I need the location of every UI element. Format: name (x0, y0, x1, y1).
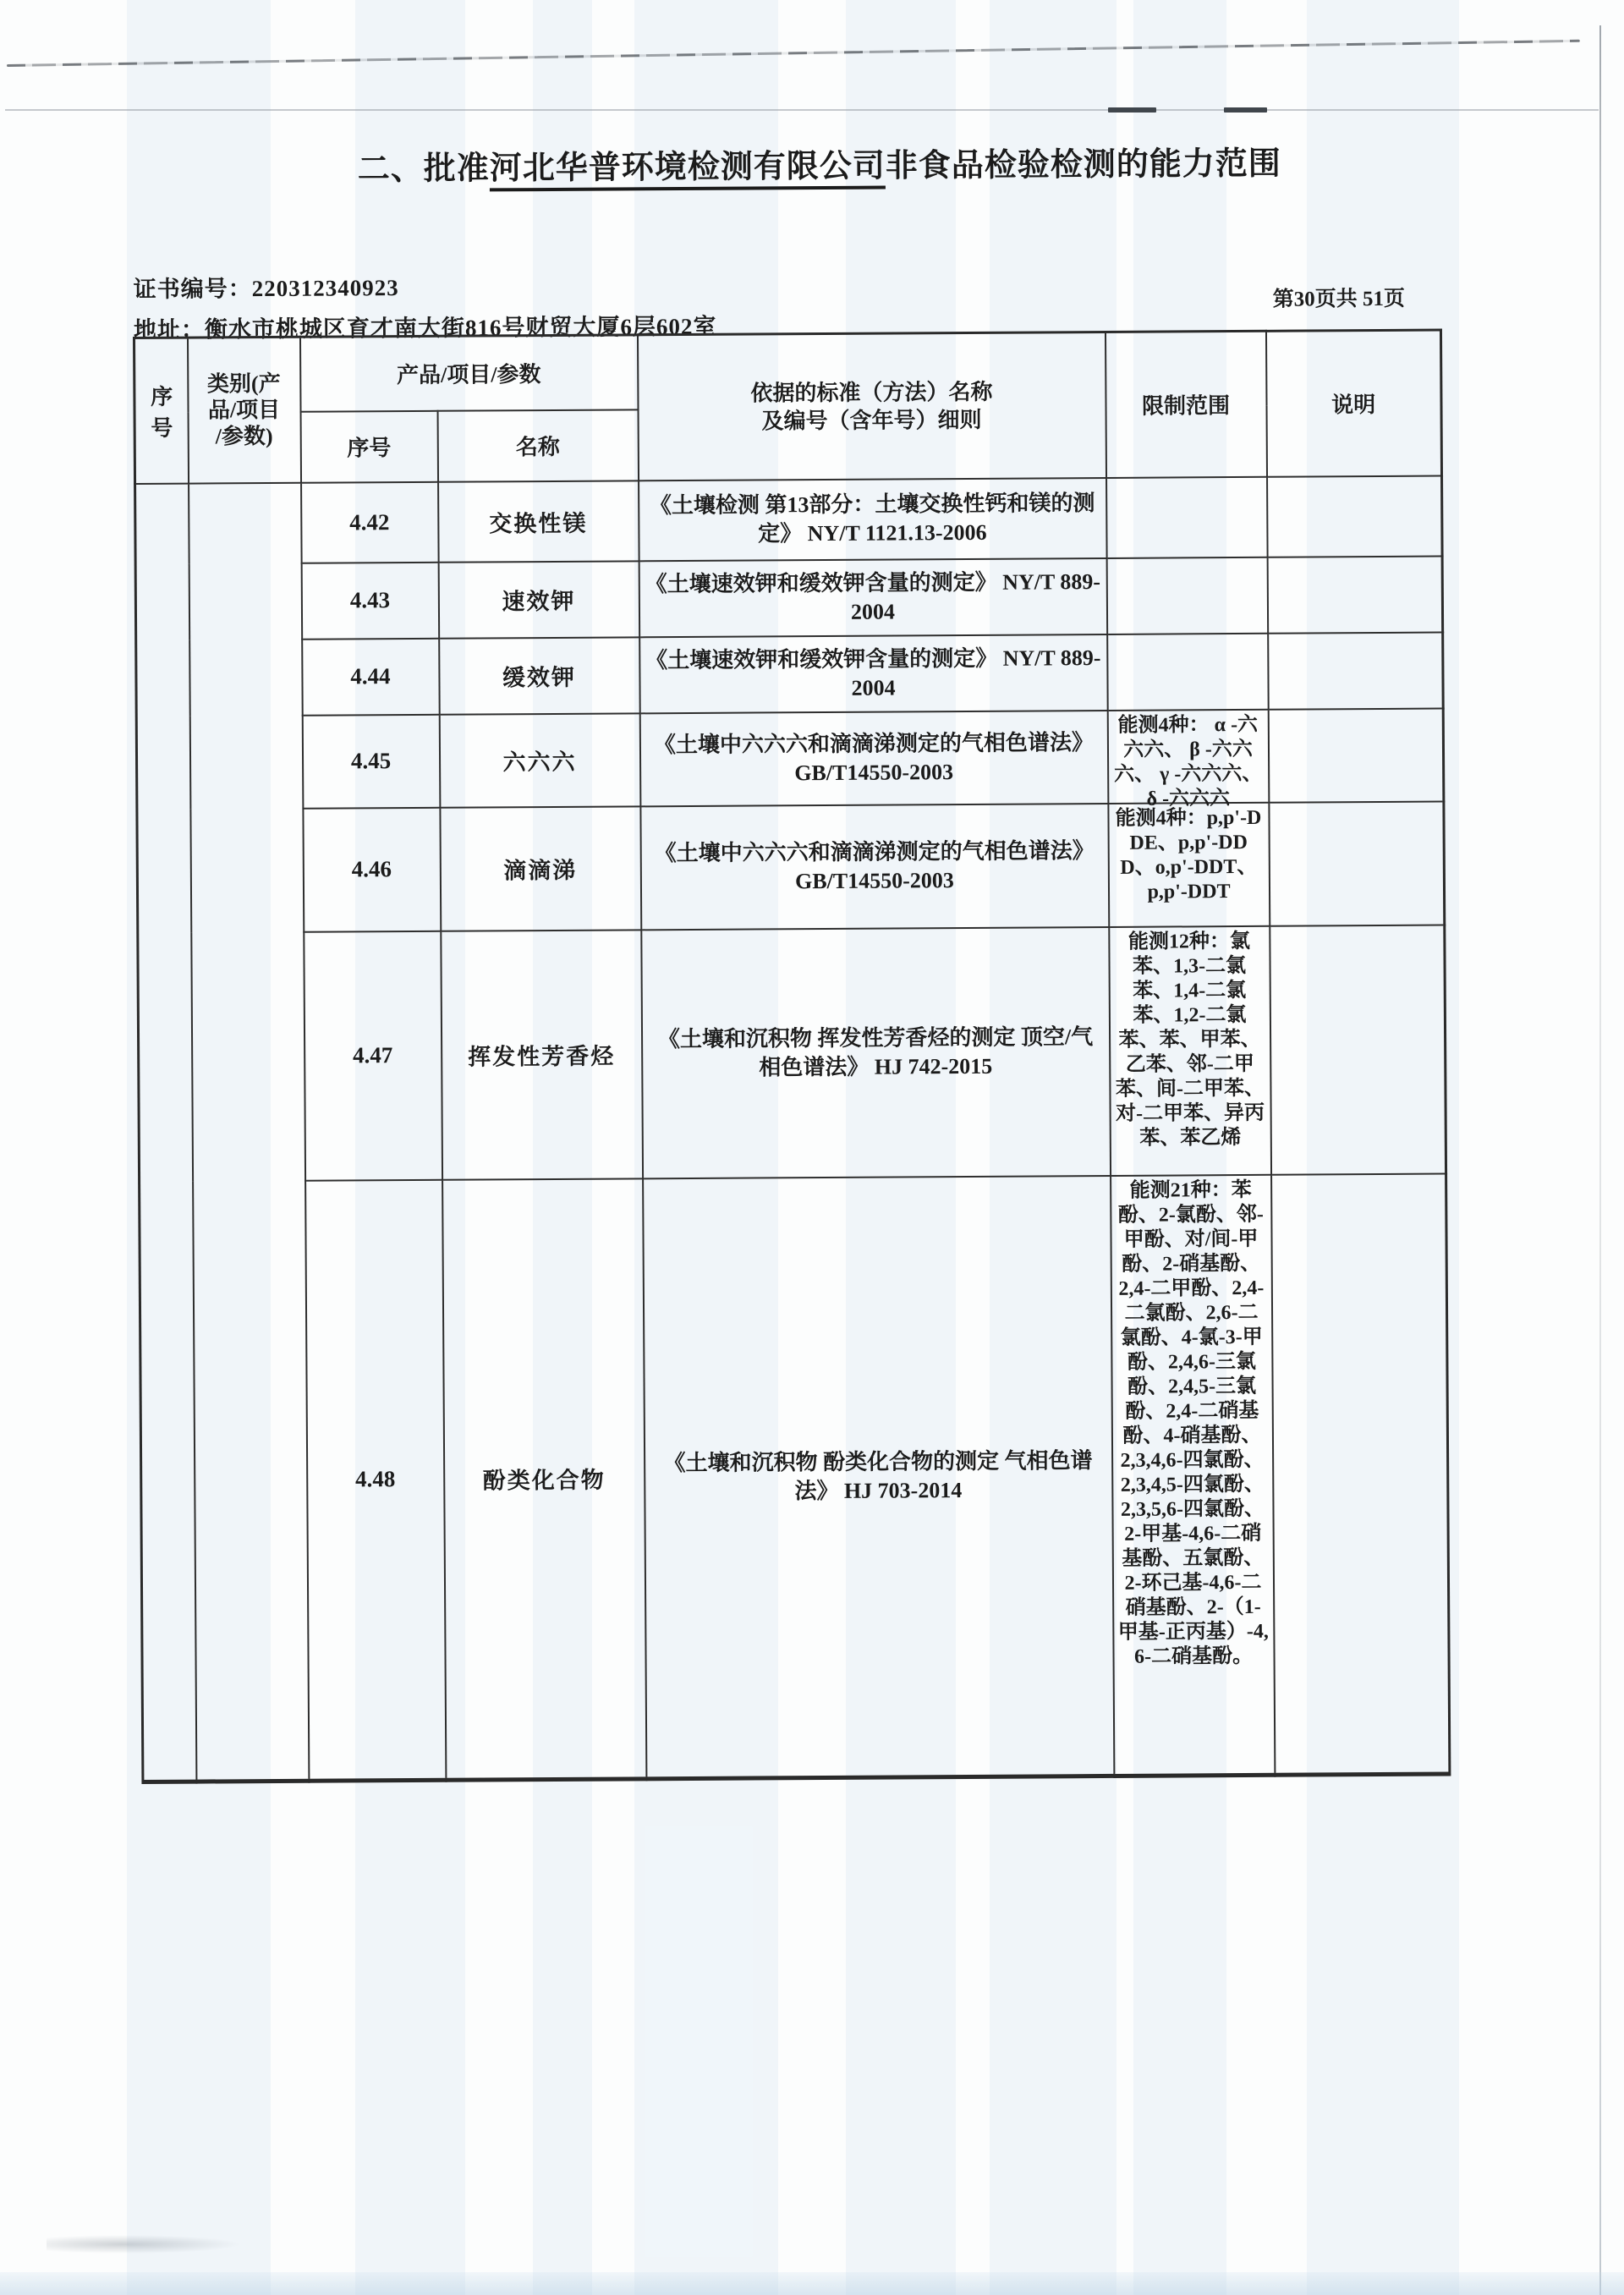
certificate-number-line (134, 269, 399, 304)
cell-note (1270, 925, 1446, 1174)
cell-standard: 《土壤速效钾和缓效钾含量的测定》 NY/T 889-2004 (639, 557, 1107, 636)
table-row (138, 925, 1446, 1181)
table-row (136, 632, 1444, 716)
header-standard: 依据的标准（方法）名称 及编号（含年号）细则 (638, 332, 1106, 480)
header-product-group: 产品/项目/参数 (299, 335, 638, 411)
cell-standard: 《土壤和沉积物 挥发性芳香烃的测定 顶空/气相色谱法》 HJ 742-2015 (641, 926, 1111, 1178)
cell-product-no: 4.46 (303, 807, 441, 931)
cell-product-name: 滴滴涕 (440, 806, 641, 931)
cell-standard: 《土壤中六六六和滴滴涕测定的气相色谱法》 GB/T14550-2003 (640, 803, 1109, 929)
cell-limit (1106, 476, 1268, 557)
cell-product-name: 交换性镁 (438, 480, 639, 562)
cell-product-no: 4.42 (301, 481, 439, 563)
address-value: 衡水市桃城区育才南大街816号财贸大厦6层602室 (204, 313, 717, 343)
cell-limit (1107, 709, 1269, 810)
cell-note (1267, 556, 1443, 633)
certificate-number-label: 证书编号： (133, 276, 252, 302)
cell-limit (1107, 633, 1269, 710)
table-row (136, 708, 1444, 809)
cell-product-no: 4.45 (302, 714, 440, 808)
cell-product-name: 速效钾 (438, 561, 639, 638)
cell-product-no: 4.48 (305, 1179, 446, 1781)
cell-note (1267, 475, 1443, 557)
cell-limit (1108, 802, 1270, 926)
cell-note (1268, 708, 1444, 802)
cell-limit (1106, 557, 1268, 634)
cell-product-no: 4.44 (302, 638, 440, 715)
certificate-number-value: 220312340923 (251, 275, 399, 302)
cell-category-empty (189, 482, 309, 1782)
cell-limit (1111, 1174, 1275, 1776)
header-note: 说明 (1265, 330, 1441, 476)
cell-note (1269, 801, 1445, 925)
title-prefix: 二、批准 (357, 151, 490, 188)
cell-standard: 《土壤速效钾和缓效钾含量的测定》 NY/T 889-2004 (639, 634, 1108, 712)
cell-product-no: 4.47 (304, 931, 442, 1180)
header-category: 类别(产 品/项目 /参数) (187, 337, 300, 483)
page-title (253, 136, 1386, 189)
header-limit: 限制范围 (1105, 331, 1266, 477)
cell-product-name: 酚类化合物 (442, 1178, 646, 1780)
cell-product-name: 缓效钾 (439, 637, 640, 714)
cell-limit (1109, 925, 1271, 1175)
header-row-no: 序号 (134, 338, 188, 483)
table-row (137, 801, 1445, 932)
cell-standard: 《土壤检测 第13部分：土壤交换性钙和镁的测定》 NY/T 1121.13-2006 (639, 477, 1107, 560)
header-product-no: 序号 (300, 410, 438, 482)
capability-table (133, 329, 1451, 1784)
address-label: 地址： (133, 316, 206, 343)
limit-text: 能测12种：氯苯、1,3-二氯苯、1,4-二氯苯、1,2-二氯苯、苯、甲苯、乙苯、邻-二甲苯、间-二甲苯、对-二甲苯、异丙苯、苯乙烯 (1115, 930, 1265, 1150)
table-row (140, 1173, 1450, 1782)
page-indicator: 第30页共 51页 (1272, 287, 1406, 311)
cell-standard: 《土壤中六六六和滴滴涕测定的气相色谱法》 GB/T14550-2003 (639, 710, 1108, 805)
cell-note (1268, 632, 1444, 709)
cell-product-name: 六六六 (439, 713, 640, 807)
cell-row-no-empty (135, 483, 196, 1782)
cell-standard: 《土壤和沉积物 酚类化合物的测定 气相色谱法》 HJ 703-2014 (643, 1175, 1114, 1778)
table-header-row (134, 330, 1441, 412)
limit-text: 能测4种：p,p'-DDE、p,p'-DDD、o,p'-DDT、p,p'-DDT (1115, 806, 1262, 903)
limit-text: 能测4种： α -六六六、 β -六六六、 γ -六六六、 δ -六六六 (1113, 713, 1263, 810)
cell-product-name: 挥发性芳香烃 (441, 930, 643, 1179)
limit-text: 能测21种：苯酚、2-氯酚、邻-甲酚、对/间-甲酚、2-硝基酚、2,4-二甲酚、2,4-二氯酚、2,6-二氯酚、4-氯-3-甲酚、2,4,6-三氯酚、2,4,5-三氯酚、2,4-二硝基酚、4-硝基酚、2,3,4,6-四氯酚、2,3,4,5-四氯酚、2,3,5,6-四氯酚、2-甲基-4,6-二硝基酚、五氯酚、2-环己基-4,6-二硝基酚、2-（1-甲基-正丙基）-4,6-二硝基酚。 (1117, 1178, 1269, 1668)
cell-product-no: 4.43 (301, 562, 439, 639)
cell-note (1271, 1173, 1450, 1775)
header-product-name: 名称 (437, 409, 639, 481)
table-row (135, 556, 1443, 640)
title-suffix: 非食品检验检测的能力范围 (885, 145, 1281, 184)
table-row (135, 475, 1443, 563)
title-company-underlined: 河北华普环境检测有限公司 (490, 149, 886, 192)
